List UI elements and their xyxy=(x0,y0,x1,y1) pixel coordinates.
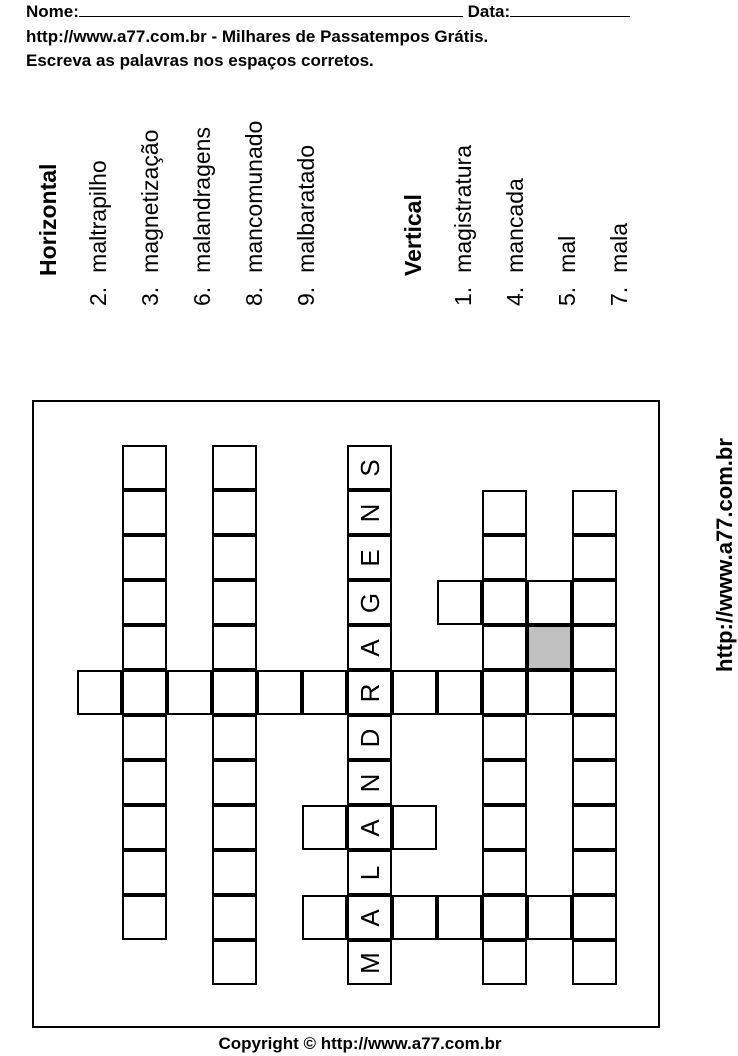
grid-cell[interactable] xyxy=(212,625,257,670)
horizontal-title: Horizontal xyxy=(35,163,61,276)
grid-cell[interactable] xyxy=(482,805,527,850)
grid-letter: G xyxy=(354,592,385,613)
side-url: http://www.a77.com.br xyxy=(712,438,737,672)
grid-cell[interactable] xyxy=(302,805,347,850)
grid-cell[interactable] xyxy=(482,850,527,895)
grid-cell[interactable] xyxy=(212,760,257,805)
vertical-clue xyxy=(556,236,579,306)
grid-cell[interactable] xyxy=(437,580,482,625)
grid-cell[interactable] xyxy=(482,625,527,670)
grid-letter: N xyxy=(354,503,385,522)
clue-number: 9. xyxy=(293,286,319,306)
grid-cell[interactable] xyxy=(572,895,617,940)
clue-number: 1. xyxy=(450,286,476,306)
grid-cell[interactable] xyxy=(212,445,257,490)
grid-cell[interactable] xyxy=(122,850,167,895)
grid-cell[interactable] xyxy=(347,670,392,715)
grid-cell[interactable] xyxy=(482,760,527,805)
vertical-title: Vertical xyxy=(400,194,426,276)
clue-number: 7. xyxy=(606,286,632,306)
grid-cell[interactable] xyxy=(482,670,527,715)
grid-cell[interactable] xyxy=(482,940,527,985)
grid-cell[interactable] xyxy=(212,490,257,535)
shaded-block xyxy=(527,625,572,670)
grid-cell[interactable] xyxy=(572,940,617,985)
horizontal-clue xyxy=(139,130,162,306)
grid-cell[interactable] xyxy=(482,715,527,760)
vertical-clue xyxy=(452,145,475,306)
grid-cell[interactable] xyxy=(302,895,347,940)
site-line: http://www.a77.com.br - Milhares de Passatempos Grátis. xyxy=(26,27,489,46)
grid-cell[interactable] xyxy=(122,580,167,625)
clue-number: 6. xyxy=(189,286,215,306)
grid-cell[interactable] xyxy=(212,850,257,895)
clue-word: mancada xyxy=(502,178,528,273)
grid-cell[interactable] xyxy=(572,490,617,535)
grid-letter: M xyxy=(354,951,385,974)
clue-word: magistratura xyxy=(450,144,476,273)
vertical-clue xyxy=(504,178,527,306)
horizontal-clue xyxy=(295,145,318,306)
grid-cell[interactable] xyxy=(347,580,392,625)
grid-cell[interactable] xyxy=(347,625,392,670)
horizontal-clue xyxy=(191,127,214,306)
grid-cell[interactable] xyxy=(212,580,257,625)
grid-cell[interactable] xyxy=(482,895,527,940)
grid-cell[interactable] xyxy=(527,670,572,715)
grid-cell[interactable] xyxy=(122,670,167,715)
horizontal-clue xyxy=(87,160,110,306)
name-field[interactable] xyxy=(79,2,463,17)
grid-letter: A xyxy=(354,818,385,837)
grid-cell[interactable] xyxy=(302,670,347,715)
clue-word: malbaratado xyxy=(293,144,319,273)
grid-cell[interactable] xyxy=(212,715,257,760)
grid-cell[interactable] xyxy=(212,670,257,715)
grid-cell[interactable] xyxy=(347,490,392,535)
grid-cell[interactable] xyxy=(347,895,392,940)
grid-cell[interactable] xyxy=(437,670,482,715)
grid-cell[interactable] xyxy=(347,715,392,760)
clue-number: 8. xyxy=(241,286,267,306)
grid-cell[interactable] xyxy=(572,760,617,805)
grid-cell[interactable] xyxy=(167,670,212,715)
grid-cell[interactable] xyxy=(572,580,617,625)
clue-number: 5. xyxy=(554,286,580,306)
grid-cell[interactable] xyxy=(482,490,527,535)
clue-word: magnetização xyxy=(137,129,163,273)
clue-word: maltrapilho xyxy=(85,160,111,273)
clue-number: 4. xyxy=(502,286,528,306)
clue-number: 2. xyxy=(85,286,111,306)
grid-cell[interactable] xyxy=(347,760,392,805)
grid-cell[interactable] xyxy=(347,850,392,895)
grid-cell[interactable] xyxy=(122,760,167,805)
grid-cell[interactable] xyxy=(212,895,257,940)
grid-cell[interactable] xyxy=(572,805,617,850)
copyright: Copyright © http://www.a77.com.br xyxy=(218,1034,502,1053)
date-label: Data: xyxy=(467,2,511,21)
grid-cell[interactable] xyxy=(347,535,392,580)
grid-letter: R xyxy=(354,683,385,702)
grid-letter: E xyxy=(354,548,385,567)
grid-cell[interactable] xyxy=(212,805,257,850)
instruction: Escreva as palavras nos espaços corretos. xyxy=(26,51,374,70)
grid-cell[interactable] xyxy=(122,715,167,760)
date-field[interactable] xyxy=(510,2,630,17)
grid-cell[interactable] xyxy=(572,850,617,895)
clue-number: 3. xyxy=(137,286,163,306)
grid-cell[interactable] xyxy=(392,670,437,715)
grid-letter: L xyxy=(354,865,385,880)
grid-cell[interactable] xyxy=(392,895,437,940)
grid-cell[interactable] xyxy=(572,535,617,580)
grid-letter: A xyxy=(354,638,385,657)
grid-cell[interactable] xyxy=(347,805,392,850)
grid-letter: A xyxy=(354,908,385,927)
name-label: Nome: xyxy=(26,2,79,21)
grid-cell[interactable] xyxy=(572,670,617,715)
grid-cell[interactable] xyxy=(437,895,482,940)
grid-cell[interactable] xyxy=(572,715,617,760)
clue-word: mal xyxy=(554,235,580,273)
grid-cell[interactable] xyxy=(392,805,437,850)
grid-cell[interactable] xyxy=(212,940,257,985)
grid-letter: S xyxy=(354,458,385,477)
grid-cell[interactable] xyxy=(257,670,302,715)
grid-cell[interactable] xyxy=(527,895,572,940)
grid-cell[interactable] xyxy=(572,625,617,670)
grid-cell[interactable] xyxy=(482,580,527,625)
grid-cell[interactable] xyxy=(482,535,527,580)
grid-cell[interactable] xyxy=(122,805,167,850)
grid-cell[interactable] xyxy=(122,490,167,535)
grid-cell[interactable] xyxy=(212,535,257,580)
vertical-clue xyxy=(608,223,631,306)
clue-word: malandragens xyxy=(189,127,215,273)
grid-letter: N xyxy=(354,773,385,792)
name-date-line xyxy=(26,2,630,22)
grid-cell[interactable] xyxy=(77,670,122,715)
horizontal-clue xyxy=(243,121,266,306)
grid-cell[interactable] xyxy=(347,940,392,985)
clue-word: mala xyxy=(606,222,632,273)
clue-word: mancomunado xyxy=(241,120,267,273)
grid-cell[interactable] xyxy=(122,895,167,940)
grid-cell[interactable] xyxy=(122,445,167,490)
grid-cell[interactable] xyxy=(347,445,392,490)
grid-cell[interactable] xyxy=(122,535,167,580)
grid-cell[interactable] xyxy=(122,625,167,670)
grid-cell[interactable] xyxy=(527,580,572,625)
grid-letter: D xyxy=(354,728,385,747)
